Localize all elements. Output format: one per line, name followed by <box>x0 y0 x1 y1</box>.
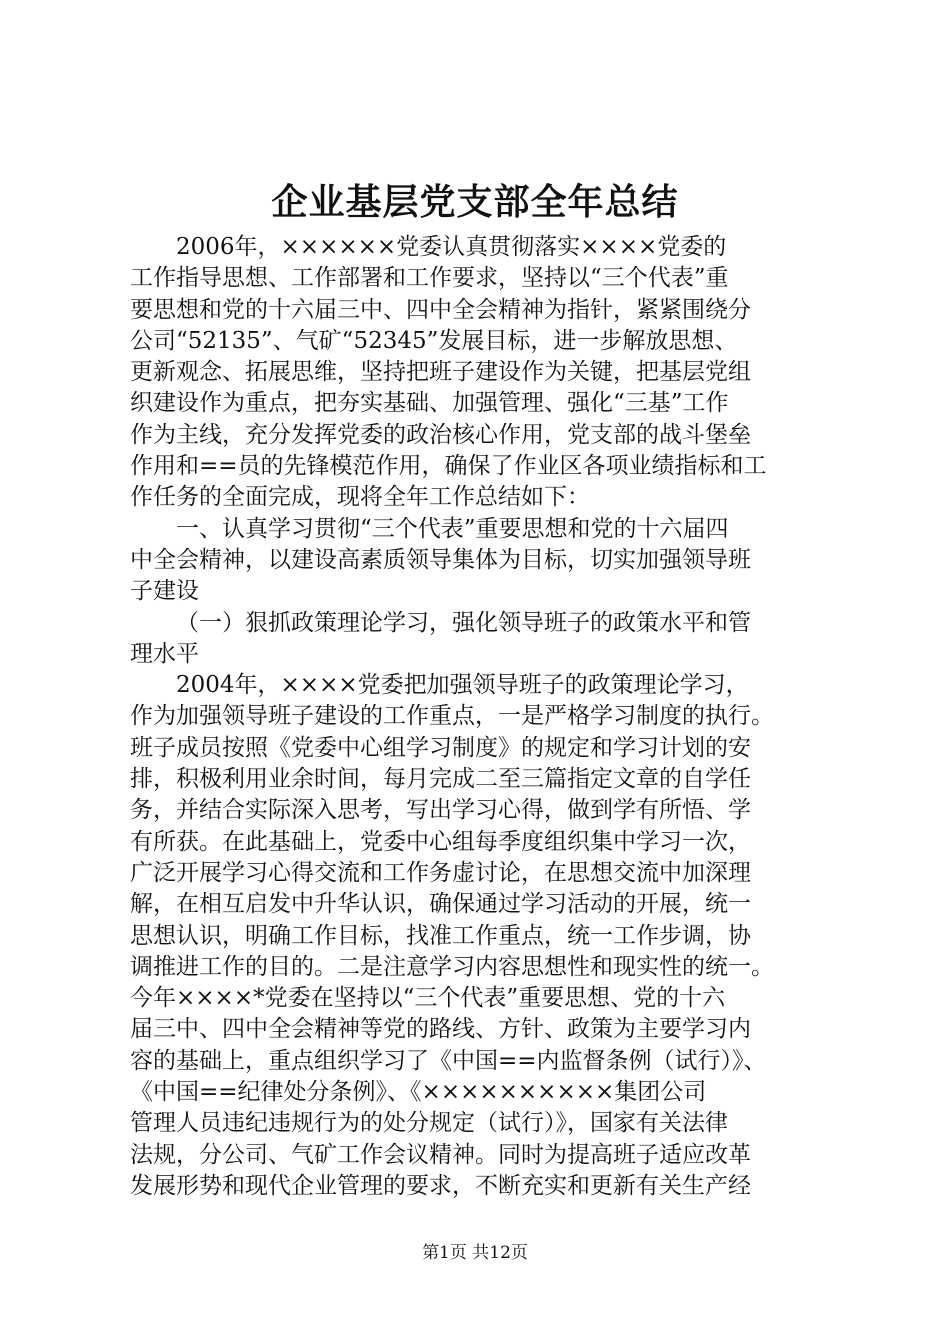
body-line: 作任务的全面完成，现将全年工作总结如下： <box>130 484 590 511</box>
body-line: 工作指导思想、工作部署和工作要求，坚持以“三个代表”重 <box>130 265 729 292</box>
body-line: 理水平 <box>130 640 199 667</box>
body-line: 一、认真学习贯彻“三个代表”重要思想和党的十六届四 <box>176 515 729 542</box>
body-line: 管理人员违纪违规行为的处分规定（试行）》，国家有关法律 <box>130 1110 728 1137</box>
body-line: 有所获。在此基础上，党委中心组每季度组织集中学习一次， <box>130 828 751 855</box>
body-line: 织建设作为重点，把夯实基础、加强管理、强化“三基”工作 <box>130 390 729 417</box>
body-line: 法规，分公司、气矿工作会议精神。同时为提高班子适应改革 <box>130 1141 751 1168</box>
body-line: 2004年，××××党委把加强领导班子的政策理论学习， <box>176 672 749 699</box>
body-line: 广泛开展学习心得交流和工作务虚讨论，在思想交流中加深理 <box>130 859 751 886</box>
body-line: 容的基础上，重点组织学习了《中国==内监督条例（试行）》、 <box>130 1047 767 1074</box>
body-line: 中全会精神，以建设高素质领导集体为目标，切实加强领导班 <box>130 546 751 573</box>
body-line: 子建设 <box>130 578 199 605</box>
document-title: 企业基层党支部全年总结 <box>271 181 679 223</box>
body-line: 班子成员按照《党委中心组学习制度》的规定和学习计划的安 <box>130 734 751 761</box>
body-line: （一）狠抓政策理论学习，强化领导班子的政策水平和管 <box>176 609 751 636</box>
body-line: 作用和==员的先锋模范作用，确保了作业区各项业绩指标和工 <box>130 453 767 480</box>
body-line: 思想认识，明确工作目标，找准工作重点，统一工作步调，协 <box>130 922 751 949</box>
body-line: 作为主线，充分发挥党委的政治核心作用，党支部的战斗堡垒 <box>130 421 751 448</box>
body-line: 解，在相互启发中升华认识，确保通过学习活动的开展，统一 <box>130 891 751 918</box>
body-line: 作为加强领导班子建设的工作重点，一是严格学习制度的执行。 <box>130 703 774 730</box>
body-line: 发展形势和现代企业管理的要求，不断充实和更新有关生产经 <box>130 1172 751 1199</box>
body-line: 排，积极利用业余时间，每月完成二至三篇指定文章的自学任 <box>130 766 751 793</box>
body-line: 2006年，××××××党委认真贯彻落实××××党委的 <box>176 234 727 260</box>
body-line: 公司“52135”、气矿“52345”发展目标，进一步解放思想、 <box>130 327 738 354</box>
body-line: 届三中、四中全会精神等党的路线、方针、政策为主要学习内 <box>130 1016 751 1043</box>
body-line: 更新观念、拓展思维，坚持把班子建设作为关键，把基层党组 <box>130 359 751 386</box>
body-line: 调推进工作的目的。二是注意学习内容思想性和现实性的统一。 <box>130 953 774 980</box>
page-footer: 第1页 共12页 <box>422 1243 528 1263</box>
body-line: 今年××××*党委在坚持以“三个代表”重要思想、党的十六 <box>130 985 726 1012</box>
body-line: 《中国==纪律处分条例》、《××××××××××集团公司 <box>130 1079 707 1106</box>
body-line: 务，并结合实际深入思考，写出学习心得，做到学有所悟、学 <box>130 797 751 824</box>
document-body <box>130 232 830 1202</box>
body-line: 要思想和党的十六届三中、四中全会精神为指针，紧紧围绕分 <box>130 296 751 323</box>
